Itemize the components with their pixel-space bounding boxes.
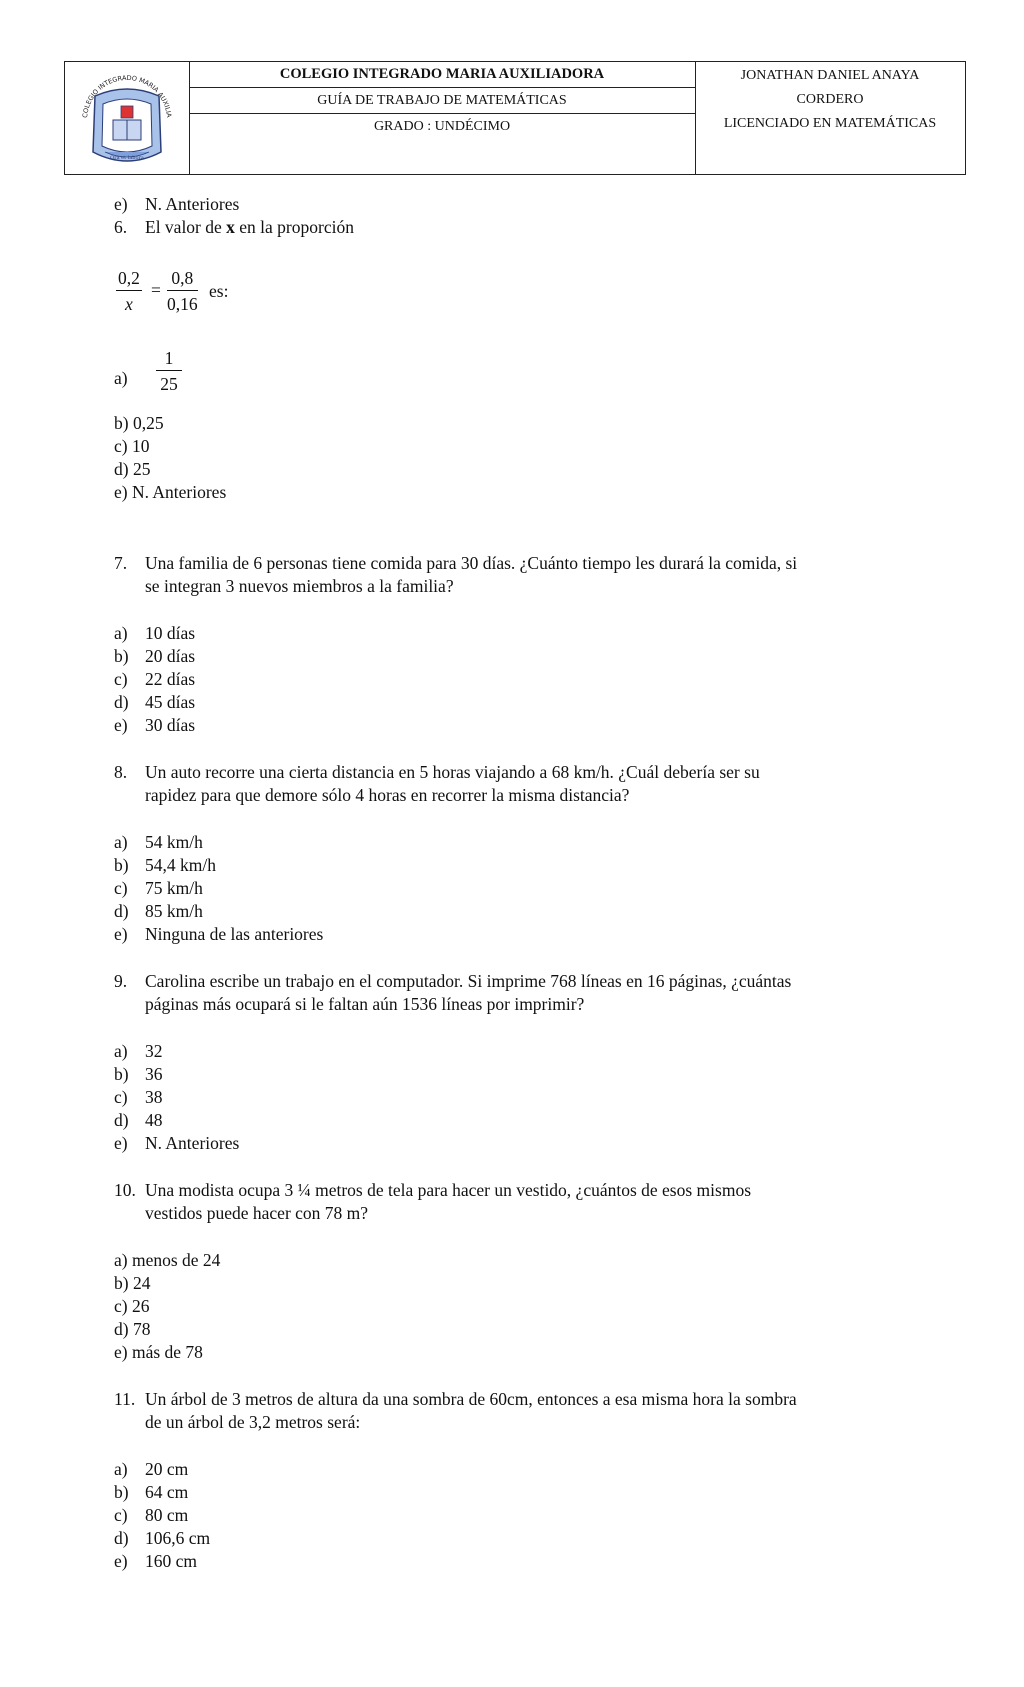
q10-option: c) 26 — [114, 1296, 150, 1316]
grade-label: GRADO : UNDÉCIMO — [373, 119, 511, 134]
q8-option: c) 75 km/h — [114, 878, 203, 898]
svg-text:COLEGIO INTEGRADO MARIA AUXILI: COLEGIO INTEGRADO MARIA AUXILIA — [81, 73, 173, 119]
q6-option-e: e) N. Anteriores — [114, 482, 227, 502]
q9-option: e) N. Anteriores — [114, 1133, 240, 1153]
q10-option: a) menos de 24 — [114, 1250, 221, 1270]
author-name-line2: CORDERO — [796, 92, 864, 107]
svg-text:Ora et labora: Ora et labora — [110, 155, 144, 161]
q11-option: e) 160 cm — [114, 1551, 198, 1571]
q7-stem-line2: se integran 3 nuevos miembros a la familia? — [145, 576, 454, 596]
author-name-line1: JONATHAN DANIEL ANAYA — [740, 68, 920, 83]
q11-option: a) 20 cm — [114, 1459, 189, 1479]
q11-option: d) 106,6 cm — [114, 1528, 211, 1548]
q8-stem-line2: rapidez para que demore sólo 4 horas en recorrer la misma distancia? — [145, 785, 630, 805]
q10-option: b) 24 — [114, 1273, 151, 1293]
q8-stem-line1: 8. Un auto recorre una cierta distancia en 5 horas viajando a 68 km/h. ¿Cuál debería ser su — [114, 762, 760, 782]
q9-option: d) 48 — [114, 1110, 163, 1130]
q9-option: c) 38 — [114, 1087, 163, 1107]
q11-stem-line2: de un árbol de 3,2 metros será: — [145, 1412, 361, 1432]
q8-option: d) 85 km/h — [114, 901, 203, 921]
q6-suffix: es: — [209, 281, 229, 301]
q7-option: e) 30 días — [114, 715, 196, 735]
q10-option: e) más de 78 — [114, 1342, 203, 1362]
q10-stem-line2: vestidos puede hacer con 78 m? — [145, 1203, 369, 1223]
q9-option: a) 32 — [114, 1041, 163, 1061]
q6-fraction-left: $\frac{0,2}{x}$ — [118, 268, 140, 314]
q9-stem-line1: 9. Carolina escribe un trabajo en el computador. Si imprime 768 líneas en 16 páginas, ¿cuántas — [114, 971, 792, 991]
q6-fraction-right: $\frac{0,8}{0,16}$ — [167, 268, 198, 314]
q8-option: b) 54,4 km/h — [114, 855, 216, 875]
guide-title: GUÍA DE TRABAJO DE MATEMÁTICAS — [189, 88, 695, 114]
q10-option: d) 78 — [114, 1319, 151, 1339]
q7-option: d) 45 días — [114, 692, 196, 712]
q5-option-e: e) N. Anteriores — [114, 194, 240, 214]
q6-stem: 6. El valor de x en la proporción — [114, 217, 354, 237]
q8-option: a) 54 km/h — [114, 832, 203, 852]
q6-option-a-fraction: $\frac{1}{25}$ — [156, 346, 182, 397]
q6-option-a-label: a) — [114, 368, 128, 388]
q6-option-b: b) 0,25 — [114, 413, 164, 433]
q11-option: b) 64 cm — [114, 1482, 189, 1502]
school-name: COLEGIO INTEGRADO MARIA AUXILIADORA — [189, 62, 695, 88]
q6-option-d: d) 25 — [114, 459, 151, 479]
q7-option: b) 20 días — [114, 646, 196, 666]
q8-option: e) Ninguna de las anteriores — [114, 924, 324, 944]
q7-stem-line1: 7. Una familia de 6 personas tiene comida para 30 días. ¿Cuánto tiempo les durará la comida, si — [114, 553, 798, 573]
q9-stem-line2: páginas más ocupará si le faltan aún 1536 líneas por imprimir? — [145, 994, 585, 1014]
q9-option: b) 36 — [114, 1064, 163, 1084]
q7-option: a) 10 días — [114, 623, 196, 643]
q11-stem-line1: 11. Un árbol de 3 metros de altura da una sombra de 60cm, entonces a esa misma hora la sombra — [114, 1389, 797, 1409]
author-title: LICENCIADO EN MATEMÁTICAS — [723, 116, 937, 131]
q7-option: c) 22 días — [114, 669, 196, 689]
q6-equals: = — [151, 280, 161, 300]
q10-stem-line1: 10. Una modista ocupa 3 ¼ metros de tela para hacer un vestido, ¿cuántos de esos mismos — [114, 1180, 752, 1200]
q6-option-c: c) 10 — [114, 436, 150, 456]
q11-option: c) 80 cm — [114, 1505, 189, 1525]
